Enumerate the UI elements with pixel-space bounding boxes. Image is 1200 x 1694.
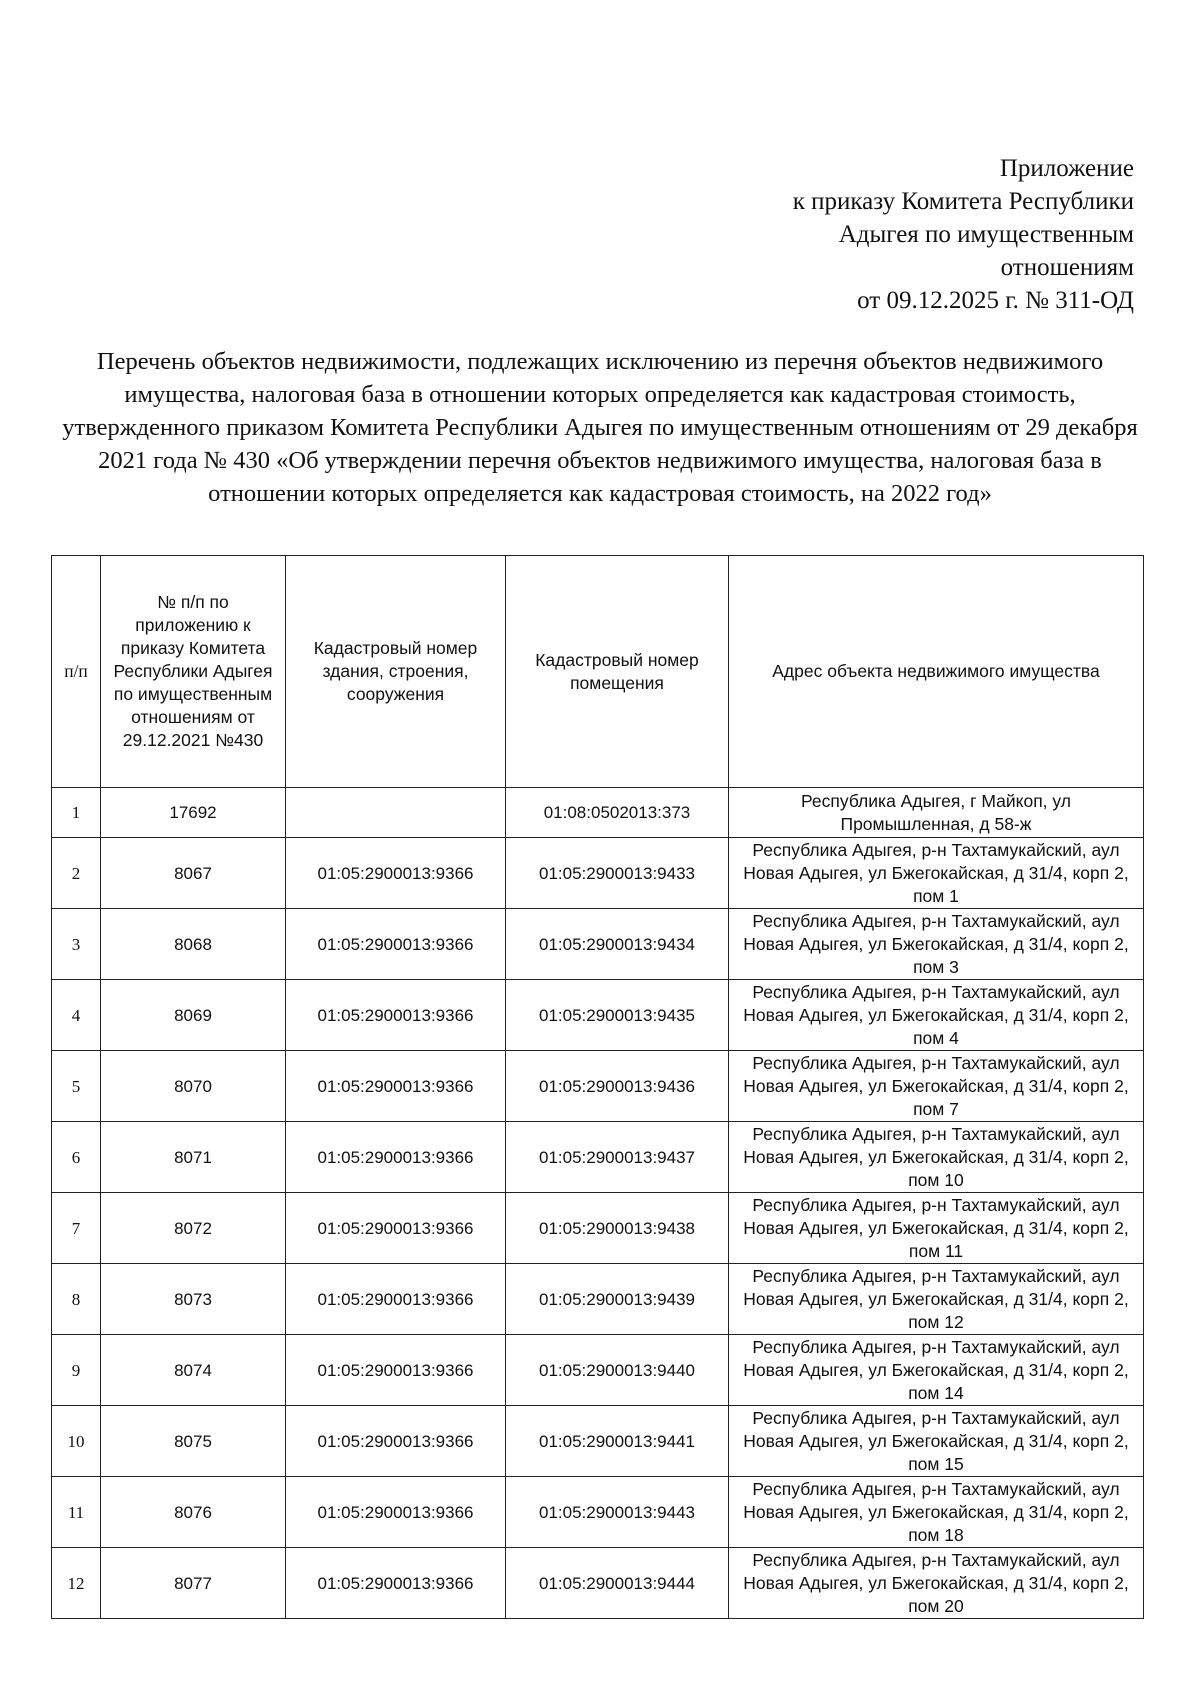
room-cadastral-cell: 01:08:0502013:373 bbox=[506, 788, 729, 838]
building-cadastral-cell: 01:05:2900013:9366 bbox=[286, 1051, 506, 1122]
table-row bbox=[52, 1122, 1144, 1193]
table-row bbox=[52, 1193, 1144, 1264]
building-cadastral-cell: 01:05:2900013:9366 bbox=[286, 838, 506, 909]
table-body bbox=[52, 788, 1144, 1619]
row-number-cell: 5 bbox=[52, 1051, 101, 1122]
building-cadastral-cell: 01:05:2900013:9366 bbox=[286, 1335, 506, 1406]
room-cadastral-cell: 01:05:2900013:9434 bbox=[506, 909, 729, 980]
row-number-cell: 4 bbox=[52, 980, 101, 1051]
row-number-cell: 8 bbox=[52, 1264, 101, 1335]
table-row bbox=[52, 1335, 1144, 1406]
document-title: Перечень объектов недвижимости, подлежащих исключению из перечня объектов недвижимого имущества, налоговая база в отношении которых определяется как кадастровая стоимость, утвержденного приказом Комитета Республики Адыгея по имущественным отношениям от 29 декабря 2021 года № 430 «Об утверждении перечня объектов недвижимого имущества, налоговая база в отношении которых определяется как кадастровая стоимость, на 2022 год» bbox=[62, 348, 1138, 507]
appendix-number-cell: 8073 bbox=[101, 1264, 286, 1335]
building-cadastral-cell: 01:05:2900013:9366 bbox=[286, 909, 506, 980]
building-cadastral-cell bbox=[286, 788, 506, 838]
row-number-cell: 12 bbox=[52, 1548, 101, 1619]
table-row bbox=[52, 838, 1144, 909]
table-row bbox=[52, 909, 1144, 980]
address-cell: Республика Адыгея, р-н Тахтамукайский, аул Новая Адыгея, ул Бжегокайская, д 31/4, корп 2, пом 10 bbox=[729, 1122, 1144, 1193]
table-row bbox=[52, 1548, 1144, 1619]
appendix-number-cell: 8070 bbox=[101, 1051, 286, 1122]
table-row bbox=[52, 1406, 1144, 1477]
table-row bbox=[52, 1477, 1144, 1548]
room-cadastral-cell: 01:05:2900013:9439 bbox=[506, 1264, 729, 1335]
address-cell: Республика Адыгея, р-н Тахтамукайский, аул Новая Адыгея, ул Бжегокайская, д 31/4, корп 2, пом 15 bbox=[729, 1406, 1144, 1477]
table-row bbox=[52, 980, 1144, 1051]
header-number: п/п bbox=[52, 556, 101, 788]
address-cell: Республика Адыгея, р-н Тахтамукайский, аул Новая Адыгея, ул Бжегокайская, д 31/4, корп 2, пом 11 bbox=[729, 1193, 1144, 1264]
header-building-cadastral: Кадастровый номер здания, строения, сооружения bbox=[286, 556, 506, 788]
appendix-line: от 09.12.2025 г. № 311-ОД bbox=[857, 287, 1134, 314]
room-cadastral-cell: 01:05:2900013:9440 bbox=[506, 1335, 729, 1406]
building-cadastral-cell: 01:05:2900013:9366 bbox=[286, 1193, 506, 1264]
address-cell: Республика Адыгея, р-н Тахтамукайский, аул Новая Адыгея, ул Бжегокайская, д 31/4, корп 2, пом 1 bbox=[729, 838, 1144, 909]
address-cell: Республика Адыгея, р-н Тахтамукайский, аул Новая Адыгея, ул Бжегокайская, д 31/4, корп 2, пом 4 bbox=[729, 980, 1144, 1051]
address-cell: Республика Адыгея, р-н Тахтамукайский, аул Новая Адыгея, ул Бжегокайская, д 31/4, корп 2, пом 18 bbox=[729, 1477, 1144, 1548]
table-row bbox=[52, 1264, 1144, 1335]
building-cadastral-cell: 01:05:2900013:9366 bbox=[286, 980, 506, 1051]
header-appendix-number: № п/п по приложению к приказу Комитета Республики Адыгея по имущественным отношениям от 29.12.2021 №430 bbox=[101, 556, 286, 788]
header-room-cadastral: Кадастровый номер помещения bbox=[506, 556, 729, 788]
row-number-cell: 10 bbox=[52, 1406, 101, 1477]
header-address: Адрес объекта недвижимого имущества bbox=[729, 556, 1144, 788]
appendix-number-cell: 8074 bbox=[101, 1335, 286, 1406]
room-cadastral-cell: 01:05:2900013:9437 bbox=[506, 1122, 729, 1193]
building-cadastral-cell: 01:05:2900013:9366 bbox=[286, 1406, 506, 1477]
appendix-number-cell: 8076 bbox=[101, 1477, 286, 1548]
room-cadastral-cell: 01:05:2900013:9441 bbox=[506, 1406, 729, 1477]
building-cadastral-cell: 01:05:2900013:9366 bbox=[286, 1477, 506, 1548]
row-number-cell: 2 bbox=[52, 838, 101, 909]
table-header-row bbox=[52, 556, 1144, 788]
appendix-number-cell: 8067 bbox=[101, 838, 286, 909]
appendix-number-cell: 8068 bbox=[101, 909, 286, 980]
room-cadastral-cell: 01:05:2900013:9444 bbox=[506, 1548, 729, 1619]
row-number-cell: 9 bbox=[52, 1335, 101, 1406]
row-number-cell: 6 bbox=[52, 1122, 101, 1193]
appendix-number-cell: 8071 bbox=[101, 1122, 286, 1193]
address-cell: Республика Адыгея, р-н Тахтамукайский, аул Новая Адыгея, ул Бжегокайская, д 31/4, корп 2, пом 3 bbox=[729, 909, 1144, 980]
appendix-number-cell: 8069 bbox=[101, 980, 286, 1051]
appendix-line: Адыгея по имущественным bbox=[838, 221, 1134, 248]
address-cell: Республика Адыгея, р-н Тахтамукайский, аул Новая Адыгея, ул Бжегокайская, д 31/4, корп 2, пом 12 bbox=[729, 1264, 1144, 1335]
building-cadastral-cell: 01:05:2900013:9366 bbox=[286, 1122, 506, 1193]
row-number-cell: 1 bbox=[52, 788, 101, 838]
appendix-block bbox=[793, 152, 1134, 317]
appendix-line: к приказу Комитета Республики bbox=[792, 188, 1134, 215]
appendix-line: отношениям bbox=[1000, 254, 1134, 281]
address-cell: Республика Адыгея, р-н Тахтамукайский, аул Новая Адыгея, ул Бжегокайская, д 31/4, корп 2, пом 7 bbox=[729, 1051, 1144, 1122]
row-number-cell: 11 bbox=[52, 1477, 101, 1548]
address-cell: Республика Адыгея, р-н Тахтамукайский, аул Новая Адыгея, ул Бжегокайская, д 31/4, корп 2, пом 14 bbox=[729, 1335, 1144, 1406]
room-cadastral-cell: 01:05:2900013:9433 bbox=[506, 838, 729, 909]
room-cadastral-cell: 01:05:2900013:9436 bbox=[506, 1051, 729, 1122]
building-cadastral-cell: 01:05:2900013:9366 bbox=[286, 1548, 506, 1619]
building-cadastral-cell: 01:05:2900013:9366 bbox=[286, 1264, 506, 1335]
room-cadastral-cell: 01:05:2900013:9443 bbox=[506, 1477, 729, 1548]
room-cadastral-cell: 01:05:2900013:9438 bbox=[506, 1193, 729, 1264]
room-cadastral-cell: 01:05:2900013:9435 bbox=[506, 980, 729, 1051]
appendix-number-cell: 8077 bbox=[101, 1548, 286, 1619]
row-number-cell: 3 bbox=[52, 909, 101, 980]
address-cell: Республика Адыгея, р-н Тахтамукайский, аул Новая Адыгея, ул Бжегокайская, д 31/4, корп 2, пом 20 bbox=[729, 1548, 1144, 1619]
property-table bbox=[51, 555, 1144, 1619]
row-number-cell: 7 bbox=[52, 1193, 101, 1264]
table-row bbox=[52, 1051, 1144, 1122]
appendix-number-cell: 8075 bbox=[101, 1406, 286, 1477]
appendix-line: Приложение bbox=[999, 155, 1134, 182]
table-row bbox=[52, 788, 1144, 838]
appendix-number-cell: 17692 bbox=[101, 788, 286, 838]
address-cell: Республика Адыгея, г Майкоп, ул Промышленная, д 58-ж bbox=[729, 788, 1144, 838]
appendix-number-cell: 8072 bbox=[101, 1193, 286, 1264]
